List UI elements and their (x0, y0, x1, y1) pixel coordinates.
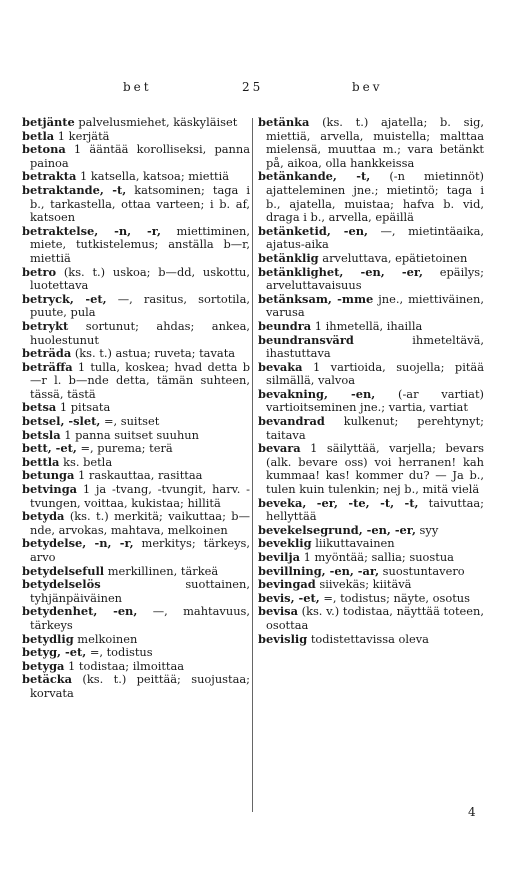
dictionary-entry (22, 225, 250, 266)
entry-definition: arveluttava, epätietoinen (318, 250, 468, 265)
dictionary-entry (258, 565, 484, 579)
dictionary-entry (258, 592, 484, 606)
entry-definition: liikuttavainen (311, 536, 395, 551)
entry-definition: ihmeteltävä, ihastuttava (266, 332, 484, 361)
dictionary-entry (22, 401, 250, 415)
entry-headword: bevisa (258, 604, 298, 619)
dictionary-entry (22, 293, 250, 320)
entry-headword: betyga (22, 658, 65, 673)
entry-headword: betunga (22, 468, 75, 483)
entry-definition: (ks. v.) todistaa, näyttää toteen, osottaa (266, 604, 484, 632)
entry-definition: (ks. t.) uskoa; b—dd, uskottu, luotettava (30, 264, 250, 293)
dictionary-entry (258, 442, 484, 496)
entry-definition: =, todistus (86, 645, 153, 660)
dictionary-entry (22, 266, 250, 293)
entry-headword: betraktande, -t, (22, 182, 127, 197)
dictionary-entry (22, 130, 250, 144)
entry-headword: betvinga (22, 482, 78, 497)
entry-definition: 1 raskauttaa, rasittaa (74, 468, 203, 483)
column-divider (252, 118, 253, 812)
dictionary-entry (258, 170, 484, 224)
entry-definition: suostuntavero (379, 563, 465, 578)
entry-headword: betänketid, -en, (258, 223, 368, 238)
entry-definition: syy (415, 522, 439, 537)
entry-definition: taivuttaa; hellyttää (266, 495, 484, 524)
running-head-left: bet (123, 80, 152, 94)
entry-headword: bevis, -et, (258, 590, 320, 605)
entry-headword: betryck, -et, (22, 291, 107, 306)
dictionary-entry (22, 578, 250, 605)
dictionary-entry (22, 660, 250, 674)
entry-definition: 1 myöntää; sallia; suostua (300, 550, 454, 564)
entry-headword: beträda (22, 346, 72, 361)
entry-headword: bevandrad (258, 414, 325, 429)
entry-headword: bevillning, -en, -ar, (258, 563, 380, 578)
right-column (258, 116, 484, 646)
signature-number: 4 (468, 805, 476, 819)
dictionary-entry (22, 116, 250, 130)
entry-headword: beträffa (22, 359, 73, 374)
dictionary-entry (258, 497, 484, 524)
dictionary-entry (22, 510, 250, 537)
entry-definition: (ks. t.) ajatella; b. sig, miettiä, arvella, muistella; malttaa mielensä, muuttaa m.; vara betänkt på, aikoa, olla hankkeissa (266, 115, 484, 170)
entry-headword: betsel, -slet, (22, 414, 101, 429)
entry-headword: beveklig (258, 536, 312, 551)
left-column (22, 116, 250, 701)
entry-headword: betraktelse, -n, -r, (22, 223, 161, 238)
entry-definition: merkillinen, tärkeä (104, 563, 219, 578)
dictionary-entry (258, 551, 484, 565)
entry-headword: betyg, -et, (22, 645, 87, 660)
dictionary-entry (258, 415, 484, 442)
entry-headword: bett, -et, (22, 441, 77, 456)
dictionary-entry (258, 361, 484, 388)
entry-definition: 1 panna suitset suuhun (60, 427, 199, 442)
entry-headword: beundra (258, 318, 312, 333)
entry-definition: 1 todistaa; ilmoittaa (64, 658, 185, 673)
entry-definition: 1 pitsata (56, 400, 111, 415)
entry-headword: betsla (22, 427, 61, 442)
dictionary-entry (22, 565, 250, 579)
entry-definition: suottainen, tyhjänpäiväinen (30, 577, 250, 605)
dictionary-entry (22, 320, 250, 347)
entry-definition: —, mietintäaika, ajatus-aika (266, 223, 484, 252)
entry-definition: todistettavissa oleva (307, 631, 429, 646)
entry-headword: betydlig (22, 631, 74, 646)
dictionary-entry (258, 633, 484, 647)
entry-headword: betänklighet, -en, -er, (258, 264, 423, 279)
entry-definition: =, suitset (100, 414, 160, 429)
entry-definition: —, mahtavuus, tärkeys (30, 604, 250, 632)
entry-definition: 1 kerjätä (54, 128, 110, 143)
entry-definition: 1 katsella, katsoa; miettiä (76, 169, 230, 184)
entry-definition: 1 ja -tvang, -tvungit, harv. -tvungen, voittaa, kukistaa; hillitä (30, 482, 250, 510)
entry-definition: =, purema; terä (76, 441, 173, 456)
entry-definition: 1 tulla, koskea; hvad detta b—r l. b—nde detta, tämän suhteen, tässä, tästä (30, 359, 250, 401)
entry-definition: (-ar vartiat) vartioitseminen jne.; vartia, vartiat (266, 386, 484, 415)
dictionary-entry (258, 578, 484, 592)
entry-headword: bevara (258, 441, 301, 456)
entry-headword: betro (22, 264, 57, 279)
page-header (0, 80, 520, 100)
entry-definition: melkoinen (73, 631, 138, 646)
dictionary-entry (258, 320, 484, 334)
dictionary-entry (22, 646, 250, 660)
entry-headword: betrakta (22, 169, 77, 184)
dictionary-entry (258, 266, 484, 293)
page-number: 25 (242, 80, 264, 94)
dictionary-entry (22, 442, 250, 456)
dictionary-entry (22, 361, 250, 402)
entry-headword: bettla (22, 454, 60, 469)
entry-headword: betydelselös (22, 577, 101, 592)
entry-definition: 1 ihmetellä, ihailla (311, 318, 423, 333)
entry-headword: beveka, -er, -te, -t, -t, (258, 495, 419, 510)
entry-headword: betona (22, 142, 66, 157)
dictionary-entry (258, 524, 484, 538)
entry-definition: =, todistus; näyte, osotus (319, 590, 470, 605)
entry-headword: betrykt (22, 318, 69, 333)
entry-definition: palvelusmiehet, käskyläiset (74, 115, 238, 129)
entry-definition: epäilys; arveluttavaisuus (266, 264, 484, 293)
entry-definition: kulkenut; perehtynyt; taitava (266, 414, 484, 442)
entry-definition: (ks. t.) merkitä; vaikuttaa; b—nde, arvokas, mahtava, melkoinen (30, 509, 250, 537)
dictionary-entry (258, 225, 484, 252)
entry-headword: betla (22, 128, 55, 143)
running-head-right: bev (352, 80, 383, 94)
entry-definition: siivekäs; kiitävä (315, 577, 412, 592)
entry-headword: betydenhet, -en, (22, 604, 138, 619)
entry-headword: betyda (22, 509, 65, 524)
entry-headword: betsa (22, 400, 57, 415)
dictionary-entry (258, 334, 484, 361)
entry-headword: betjänte (22, 115, 75, 129)
entry-definition: miettiminen, miete, tutkistelemus; anställa b—r, miettiä (30, 223, 250, 265)
entry-definition: jne., miettiväinen, varusa (266, 291, 484, 320)
entry-headword: bevingad (258, 577, 316, 592)
dictionary-entry (22, 469, 250, 483)
entry-definition: (-n mietinnöt) ajatteleminen jne.; mietintö; taga i b., ajatella, muistaa; hafva b. vid, draga i b., arvella, epäillä (266, 169, 484, 225)
dictionary-entry (22, 143, 250, 170)
dictionary-entry (22, 537, 250, 564)
dictionary-entry (22, 415, 250, 429)
dictionary-entry (258, 252, 484, 266)
entry-headword: betänklig (258, 250, 319, 265)
entry-headword: betänkande, -t, (258, 169, 371, 184)
dictionary-entry (22, 673, 250, 700)
dictionary-entry (22, 456, 250, 470)
dictionary-entry (22, 483, 250, 510)
entry-headword: bevilja (258, 550, 300, 564)
entry-definition: 1 vartioida, suojella; pitää silmällä, valvoa (266, 359, 484, 388)
entry-headword: bevaka (258, 359, 303, 374)
dictionary-entry (22, 184, 250, 225)
dictionary-entry (22, 170, 250, 184)
entry-definition: (ks. t.) astua; ruveta; tavata (71, 346, 236, 361)
dictionary-entry (258, 388, 484, 415)
entry-definition: 1 ääntää korolliseksi, panna painoa (30, 142, 250, 170)
entry-definition: ks. betla (59, 454, 113, 469)
entry-definition: 1 säilyttää, varjella; bevars (alk. bevare oss) voi herranen! kah kummaa! kas! kommer du? — Ja b., tulen kuin tulenkin; nej b., mitä vielä (266, 441, 484, 497)
entry-definition: sortunut; ahdas; ankea, huolestunut (30, 318, 250, 347)
entry-definition: —, rasitus, sortotila, puute, pula (30, 291, 250, 320)
entry-headword: bevislig (258, 631, 308, 646)
entry-headword: beundransvärd (258, 332, 354, 347)
entry-headword: bevakning, -en, (258, 386, 376, 401)
entry-definition: (ks. t.) peittää; suojustaa; korvata (30, 672, 250, 700)
dictionary-entry (258, 116, 484, 170)
dictionary-entry (22, 429, 250, 443)
entry-headword: betydelse, -n, -r, (22, 536, 134, 551)
dictionary-entry (258, 293, 484, 320)
entry-definition: katsominen; taga i b., tarkastella, ottaa varteen; i b. af, katsoen (30, 182, 250, 225)
entry-headword: betänksam, -mme (258, 291, 374, 306)
dictionary-entry (258, 537, 484, 551)
entry-headword: bevekelsegrund, -en, -er, (258, 522, 416, 537)
entry-headword: betänka (258, 115, 310, 129)
entry-headword: betydelsefull (22, 563, 105, 578)
dictionary-entry (22, 347, 250, 361)
dictionary-entry (258, 605, 484, 632)
entry-headword: betäcka (22, 672, 73, 687)
dictionary-entry (22, 605, 250, 632)
entry-definition: merkitys; tärkeys, arvo (30, 536, 251, 564)
dictionary-entry (22, 633, 250, 647)
